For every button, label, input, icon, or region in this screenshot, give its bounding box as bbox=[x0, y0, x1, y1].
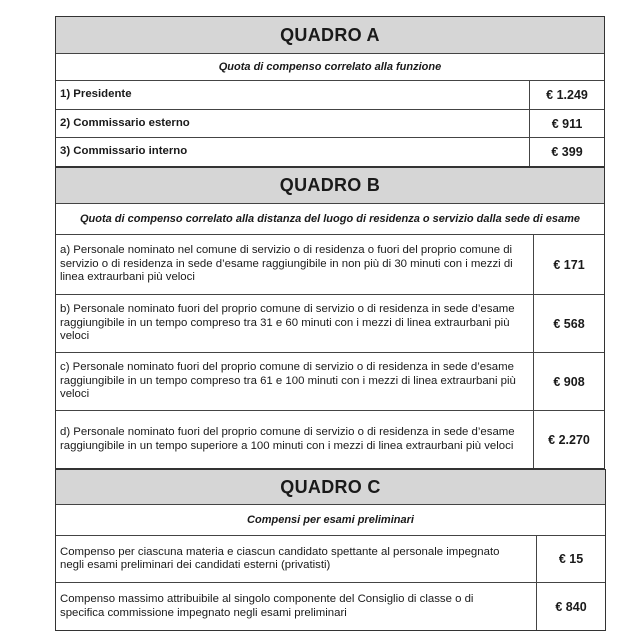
quadro-b-row bbox=[56, 295, 604, 353]
quadro-b-row bbox=[56, 353, 604, 411]
quadro-a-row-amount: € 911 bbox=[551, 116, 583, 131]
quadro-b-subtitle-text: Quota di compenso correlato alla distanza del luogo di residenza o servizio dalla sede di esame bbox=[79, 212, 581, 225]
quadro-a-row-label: 2) Commissario esterno bbox=[56, 110, 530, 137]
quadro-b-row bbox=[56, 411, 604, 468]
quadro-a-row bbox=[56, 138, 604, 166]
quadro-a-title: QUADRO A bbox=[280, 24, 380, 45]
quadro-b-row-amount: € 171 bbox=[553, 257, 585, 272]
quadro-b-table bbox=[55, 167, 605, 469]
quadro-c-subtitle bbox=[56, 505, 605, 536]
quadro-a-subtitle-text: Quota di compenso correlato alla funzione bbox=[218, 60, 442, 73]
quadro-c-title: QUADRO C bbox=[280, 476, 381, 497]
quadro-b-row-amount: € 2.270 bbox=[548, 432, 590, 447]
quadro-b-row-label: b) Personale nominato fuori del proprio comune di servizio o di residenza in sede d’esame raggiungibile in un tempo compreso tra 31 e 60 minuti con i mezzi di linea extraurbani più veloci bbox=[56, 295, 534, 352]
quadro-a-row-label: 3) Commissario interno bbox=[56, 138, 530, 166]
quadro-b-row-label: d) Personale nominato fuori del proprio comune di servizio o di residenza in sede d’esame raggiungibile in un tempo superiore a 100 minuti con i mezzi di linea extraurbani più veloci bbox=[56, 411, 534, 468]
quadro-b-header bbox=[56, 168, 604, 204]
quadro-b-row-label: a) Personale nominato nel comune di servizio o di residenza o fuori del proprio comune di servizio o di residenza in sede d’esame raggiungibile in non più di 30 minuti con i mezzi di linea extraurbani più veloci bbox=[56, 235, 534, 294]
quadro-a-row-label: 1) Presidente bbox=[56, 81, 530, 109]
quadro-b-subtitle bbox=[56, 204, 604, 235]
quadro-b-row-amount: € 908 bbox=[553, 374, 585, 389]
quadro-b-title: QUADRO B bbox=[279, 175, 381, 195]
quadro-c-row-amount: € 15 bbox=[558, 552, 584, 566]
quadro-b-row bbox=[56, 235, 604, 295]
quadro-b-row-label: c) Personale nominato fuori del proprio comune di servizio o di residenza in sede d’esame raggiungibile in un tempo compreso tra 61 e 100 minuti con i mezzi di linea extraurbani più veloci bbox=[56, 353, 534, 410]
quadro-a-table bbox=[55, 16, 605, 167]
quadro-a-row-amount: € 399 bbox=[551, 145, 583, 159]
quadro-c-row-amount: € 840 bbox=[555, 599, 587, 614]
quadro-a-subtitle bbox=[56, 54, 604, 81]
quadro-c-header bbox=[56, 470, 605, 505]
quadro-a-row bbox=[56, 110, 604, 138]
quadro-c-row bbox=[56, 536, 605, 583]
quadro-c-row bbox=[56, 583, 605, 630]
quadro-a-header bbox=[56, 17, 604, 54]
quadro-b-row-amount: € 568 bbox=[553, 316, 585, 331]
quadro-c-table bbox=[55, 469, 606, 631]
quadro-c-row-label: Compenso massimo attribuibile al singolo componente del Consiglio di classe o di specifica commissione impegnato negli esami preliminari bbox=[56, 583, 537, 630]
quadro-c-subtitle-text: Compensi per esami preliminari bbox=[247, 513, 414, 526]
quadro-a-row-amount: € 1.249 bbox=[546, 88, 588, 102]
quadro-c-row-label: Compenso per ciascuna materia e ciascun candidato spettante al personale impegnato negli esami preliminari dei candidati esterni (privatisti) bbox=[56, 536, 537, 582]
quadro-a-row bbox=[56, 81, 604, 110]
